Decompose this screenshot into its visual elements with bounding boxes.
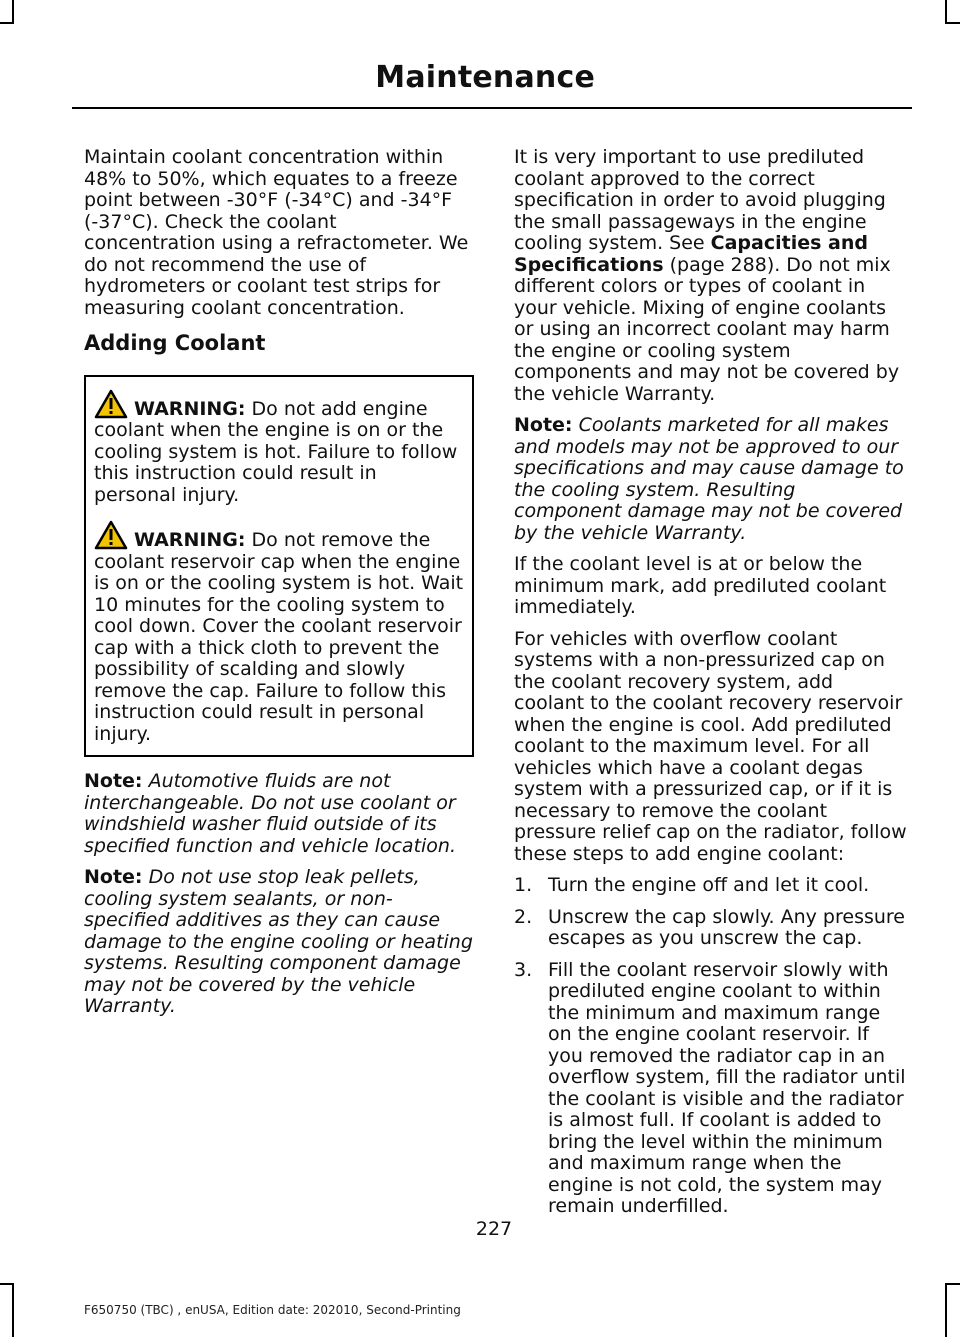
warning-triangle-icon (94, 520, 128, 550)
list-item (514, 960, 908, 1218)
step-number: 1. (514, 874, 533, 896)
crop-mark (0, 22, 14, 24)
crop-mark (12, 1283, 14, 1337)
steps-list (514, 875, 908, 1218)
crop-mark (945, 22, 960, 24)
step-text: Turn the engine off and let it cool. (548, 874, 870, 896)
warning-text: Do not add engine coolant when the engine is on or the cooling system is hot. Failure to follow this instruction could result in personal injury. (94, 397, 458, 506)
note-label: Note: (514, 414, 573, 436)
intro-paragraph: Maintain coolant concentration within 48% to 50%, which equates to a freeze point between -30°F (-34°C) and -34°F (-37°C). Check the coolant concentration using a refractometer. We do not recommend the use of hydrometers or coolant test strips for measuring coolant concentration. (84, 146, 469, 319)
warning-item (94, 389, 464, 507)
note-paragraph (84, 771, 474, 857)
warning-item (94, 520, 464, 745)
list-item (514, 875, 908, 897)
step-number: 3. (514, 958, 533, 981)
crop-mark (945, 0, 947, 24)
note-label: Note: (84, 770, 143, 792)
left-column (84, 147, 474, 1028)
warning-label: WARNING: (134, 529, 246, 551)
overflow-paragraph: For vehicles with overflow coolant systems with a non-pressurized cap on the coolant recovery system, add coolant to the coolant recovery reservoir when the engine is cool. Add prediluted coolant to the maximum level. For all vehicles which have a coolant degas system with a pressurized cap, or if it is necessary to remove the coolant pressure relief cap on the radiator, follow these steps to add engine coolant: (514, 627, 907, 865)
step-text: Fill the coolant reservoir slowly with prediluted engine coolant to within the minimum and maximum range on the engine coolant reservoir. If you removed the radiator cap in an overflow system, fill the radiator until the coolant is visible and the radiator is almost full. If coolant is added to bring the level within the minimum and maximum range when the engine is not cold, the system may remain underfilled. (548, 958, 906, 1217)
footer-edition: F650750 (TBC) , enUSA, Edition date: 202010, Second-Printing (84, 1303, 461, 1317)
note-paragraph (514, 415, 908, 544)
note-label: Note: (84, 866, 143, 888)
note-text: Do not use stop leak pellets, cooling system sealants, or non-specified additives as they can cause damage to the engine cooling or heating systems. Resulting component damage may not be covered by the vehicle Warranty. (84, 866, 473, 1017)
warning-text: Do not remove the coolant reservoir cap when the engine is on or the cooling system is hot. Wait 10 minutes for the cooling system to cool down. Cover the coolant reservoir cap with a thick cloth to prevent the possibility of scalding and slowly remove the cap. Failure to follow this instruction could result in personal injury. (94, 529, 464, 745)
note-text: Automotive fluids are not interchangeable. Do not use coolant or windshield washer fluid outside of its specified function and vehicle location. (84, 770, 457, 857)
level-paragraph: If the coolant level is at or below the minimum mark, add prediluted coolant immediately. (514, 553, 887, 618)
paragraph-text: (page 288). Do not mix different colors or types of coolant in your vehicle. Mixing of engine coolants or using an incorrect coolant may harm the engine or cooling system components and may not be covered by the vehicle Warranty. (514, 253, 900, 405)
crop-mark (0, 1283, 14, 1285)
warning-triangle-icon (94, 389, 128, 419)
page-number: 227 (475, 1218, 513, 1240)
paragraph-text: It is very important to use prediluted coolant approved to the correct specification in order to avoid plugging the small passageways in the engine cooling system. See (514, 146, 886, 254)
crop-mark (12, 0, 14, 24)
note-paragraph (84, 867, 474, 1018)
crop-mark (945, 1283, 960, 1285)
header-divider (72, 107, 912, 109)
section-heading: Adding Coolant (84, 331, 266, 355)
step-text: Unscrew the cap slowly. Any pressure escapes as you unscrew the cap. (548, 905, 905, 949)
warning-box (84, 375, 474, 758)
warning-label: WARNING: (134, 397, 246, 420)
list-item (514, 907, 908, 950)
capacities-link[interactable]: Capacities and Specifications (514, 232, 868, 276)
step-number: 2. (514, 905, 533, 928)
right-column (514, 147, 908, 1228)
note-text: Coolants marketed for all makes and models may not be approved to our specifications and may cause damage to the cooling system. Resulting component damage may not be covered by the vehicle Warranty. (514, 414, 904, 544)
crop-mark (945, 1283, 947, 1337)
page-title: Maintenance (375, 60, 595, 95)
coolant-spec-paragraph (514, 147, 908, 405)
